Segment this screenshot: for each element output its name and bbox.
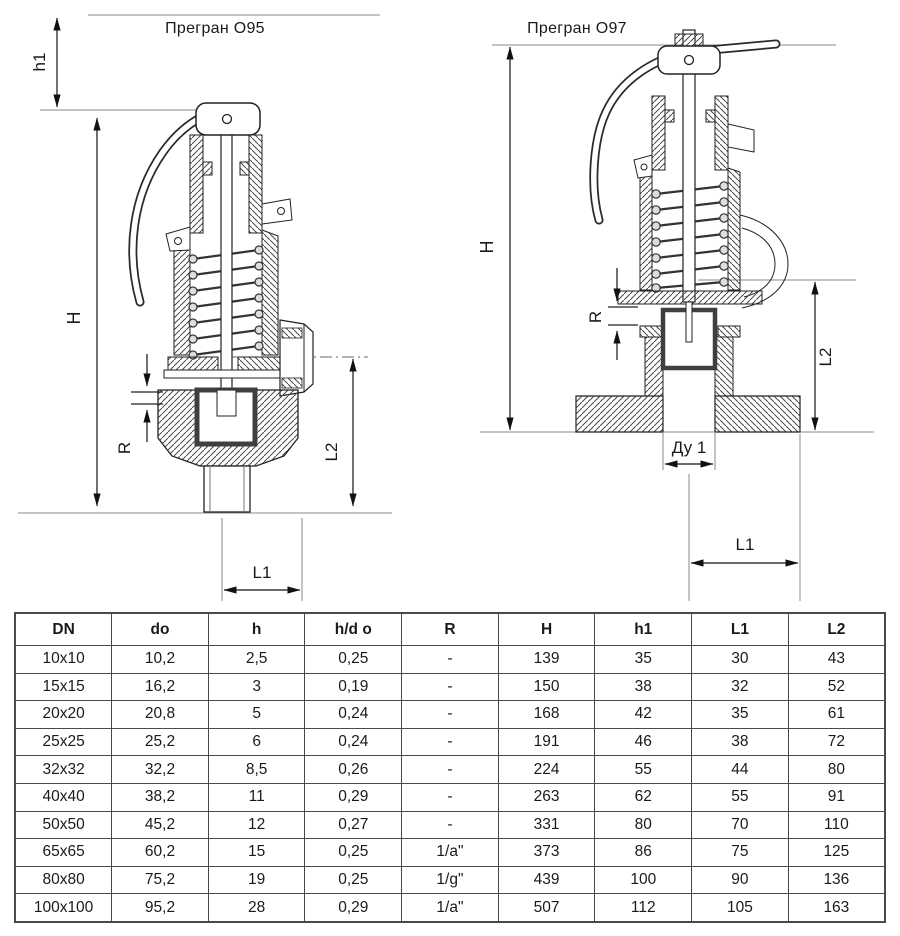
table-cell: - [402, 673, 499, 701]
table-cell: 0,25 [305, 839, 402, 867]
table-cell: 19 [208, 866, 305, 894]
dim-label-L1: L1 [252, 563, 272, 582]
table-cell: 0,27 [305, 811, 402, 839]
dim-label-L2: L2 [816, 347, 835, 367]
table-cell: 0,25 [305, 646, 402, 674]
table-cell: 25,2 [112, 728, 209, 756]
valve-diagram-pregran-o95 [18, 15, 392, 601]
column-header: L1 [692, 613, 789, 646]
table-cell: 25x25 [15, 728, 112, 756]
table-row [15, 783, 885, 811]
valve-body-art [133, 103, 313, 512]
table-cell: 15x15 [15, 673, 112, 701]
mounting-ear-right [262, 199, 292, 224]
table-cell: 90 [692, 866, 789, 894]
table-row [15, 839, 885, 867]
table-cell: 75,2 [112, 866, 209, 894]
table-cell: 72 [788, 728, 885, 756]
table-cell: 61 [788, 701, 885, 729]
table-cell: 10x10 [15, 646, 112, 674]
neck-wall-left [645, 337, 663, 396]
bonnet-wall-left [652, 96, 665, 170]
bonnet-wall-left [190, 135, 203, 233]
table-cell: 44 [692, 756, 789, 784]
bonnet-wall-right [715, 96, 728, 170]
valve-disc [686, 302, 692, 342]
table-cell: 168 [498, 701, 595, 729]
stem-adjusting-nut [675, 34, 703, 47]
table-cell: 0,24 [305, 701, 402, 729]
table-cell: 331 [498, 811, 595, 839]
table-cell: 1/a" [402, 839, 499, 867]
table-cell: 55 [692, 783, 789, 811]
table-cell: 3 [208, 673, 305, 701]
table-cell: 45,2 [112, 811, 209, 839]
table-cell: 91 [788, 783, 885, 811]
table-cell: 80 [595, 811, 692, 839]
flange-right [715, 396, 800, 432]
table-cell: 32x32 [15, 756, 112, 784]
column-header: do [112, 613, 209, 646]
inlet-nipple [204, 466, 250, 512]
table-cell: 191 [498, 728, 595, 756]
table-cell: 0,24 [305, 728, 402, 756]
lever-pin [223, 115, 232, 124]
table-cell: 62 [595, 783, 692, 811]
table-cell: 55 [595, 756, 692, 784]
cap-nut-wing-right [728, 124, 754, 152]
lever-pin [685, 56, 694, 65]
table-cell: 507 [498, 894, 595, 922]
seat-plate-left [168, 357, 218, 370]
column-header: H [498, 613, 595, 646]
spring-chamber-wall-right [262, 230, 278, 355]
table-cell: 52 [788, 673, 885, 701]
table-cell: 70 [692, 811, 789, 839]
table-cell: 42 [595, 701, 692, 729]
table-cell: 38 [595, 673, 692, 701]
table-cell: 136 [788, 866, 885, 894]
neck-wall-right [715, 337, 733, 396]
table-cell: 32 [692, 673, 789, 701]
table-cell: - [402, 756, 499, 784]
table-row [15, 728, 885, 756]
table-row [15, 894, 885, 922]
table-cell: 0,29 [305, 894, 402, 922]
table-cell: 80x80 [15, 866, 112, 894]
table-cell: 16,2 [112, 673, 209, 701]
table-cell: 1/g" [402, 866, 499, 894]
table-cell: - [402, 811, 499, 839]
table-cell: 65x65 [15, 839, 112, 867]
dim-label-R: R [115, 441, 134, 455]
table-cell: 40x40 [15, 783, 112, 811]
table-cell: 38,2 [112, 783, 209, 811]
spring-chamber-wall-right [728, 168, 740, 290]
dimensions-table [14, 612, 886, 923]
dim-label-h1: h1 [30, 52, 49, 72]
table-cell: 0,19 [305, 673, 402, 701]
flange-left [576, 396, 663, 432]
table-cell: 110 [788, 811, 885, 839]
table-row [15, 673, 885, 701]
table-cell: 8,5 [208, 756, 305, 784]
column-header: h1 [595, 613, 692, 646]
table-cell: 139 [498, 646, 595, 674]
table-cell: 125 [788, 839, 885, 867]
table-row [15, 756, 885, 784]
table-cell: 43 [788, 646, 885, 674]
table-cell: 75 [692, 839, 789, 867]
bonnet-wall-right [249, 135, 262, 233]
table-row [15, 866, 885, 894]
table-cell: 0,25 [305, 866, 402, 894]
table-cell: 5 [208, 701, 305, 729]
table-cell: 100x100 [15, 894, 112, 922]
table-cell: 86 [595, 839, 692, 867]
table-row [15, 646, 885, 674]
diagram-title-left: Прегран О95 [165, 20, 265, 37]
table-cell: 0,29 [305, 783, 402, 811]
table-cell: 35 [692, 701, 789, 729]
valve-body-art-flanged [576, 30, 800, 432]
valve-disc [217, 390, 236, 416]
table-cell: 11 [208, 783, 305, 811]
table-cell: 28 [208, 894, 305, 922]
table-cell: 30 [692, 646, 789, 674]
table-cell: 15 [208, 839, 305, 867]
table-cell: 0,26 [305, 756, 402, 784]
table-cell: 50x50 [15, 811, 112, 839]
table-cell: - [402, 646, 499, 674]
table-cell: 6 [208, 728, 305, 756]
table-cell: 373 [498, 839, 595, 867]
table-cell: 35 [595, 646, 692, 674]
valve-stem [221, 115, 232, 395]
table-cell: 2,5 [208, 646, 305, 674]
dim-label-L2: L2 [322, 442, 341, 462]
table-cell: 263 [498, 783, 595, 811]
dim-label-R: R [586, 310, 605, 324]
table-cell: 105 [692, 894, 789, 922]
diagram-title-right: Прегран О97 [527, 20, 627, 37]
table-cell: 60,2 [112, 839, 209, 867]
table-cell: 150 [498, 673, 595, 701]
dim-label-L1: L1 [735, 535, 755, 554]
table-cell: 224 [498, 756, 595, 784]
valve-diagram-pregran-o97 [477, 20, 874, 601]
table-cell: 20,8 [112, 701, 209, 729]
table-cell: 100 [595, 866, 692, 894]
table-cell: - [402, 701, 499, 729]
table-cell: 20x20 [15, 701, 112, 729]
table-cell: 46 [595, 728, 692, 756]
column-header: DN [15, 613, 112, 646]
table-cell: 38 [692, 728, 789, 756]
table-cell: 95,2 [112, 894, 209, 922]
column-header: L2 [788, 613, 885, 646]
table-cell: 10,2 [112, 646, 209, 674]
table-cell: 439 [498, 866, 595, 894]
table-cell: 12 [208, 811, 305, 839]
table-header-row [15, 613, 885, 646]
table-cell: 1/a" [402, 894, 499, 922]
spring-chamber-wall-left [640, 168, 652, 290]
column-header: h/d o [305, 613, 402, 646]
table-cell: 80 [788, 756, 885, 784]
dim-label-du1: Ду 1 [671, 438, 707, 457]
table-cell: - [402, 783, 499, 811]
table-cell: 112 [595, 894, 692, 922]
dim-label-H: H [64, 311, 84, 325]
table-cell: - [402, 728, 499, 756]
table-cell: 163 [788, 894, 885, 922]
table-cell: 32,2 [112, 756, 209, 784]
table-row [15, 811, 885, 839]
column-header: h [208, 613, 305, 646]
column-header: R [402, 613, 499, 646]
table-row [15, 701, 885, 729]
dim-label-H: H [477, 240, 497, 254]
